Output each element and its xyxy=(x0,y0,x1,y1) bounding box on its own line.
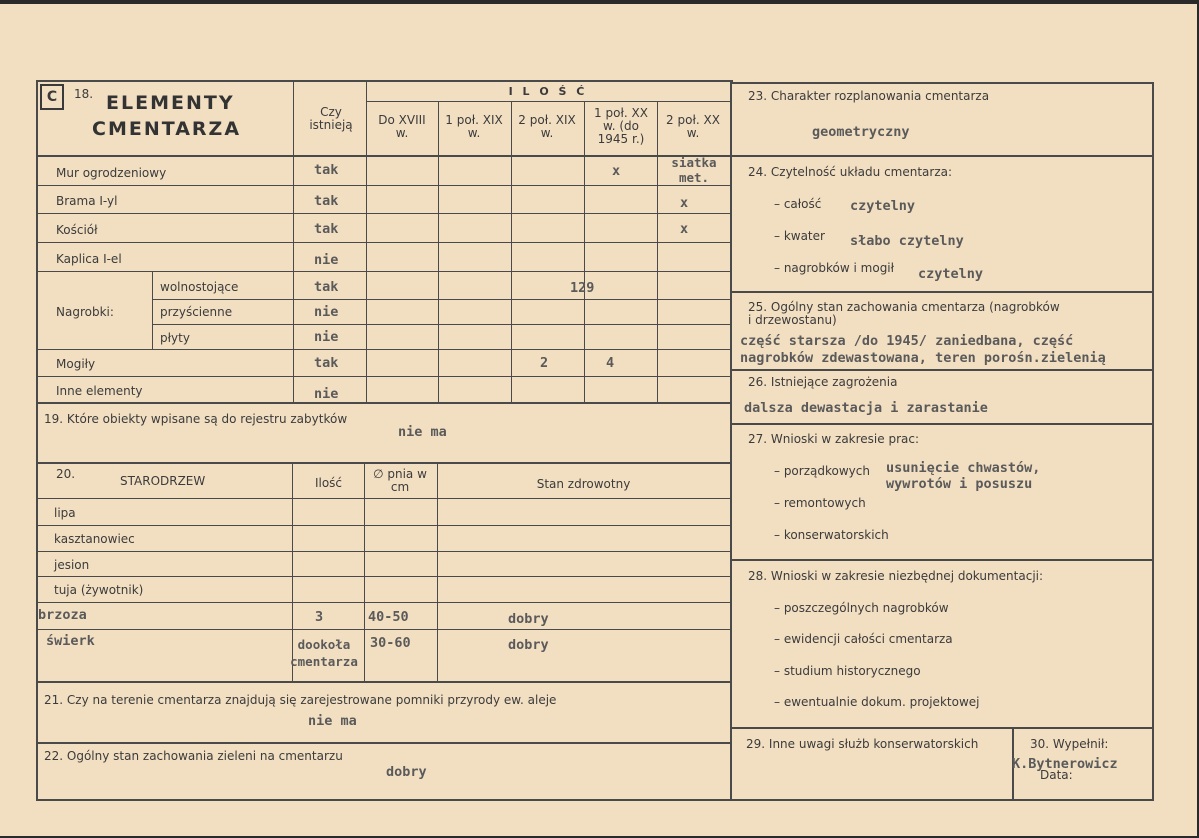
tree-kasztanowiec: kasztanowiec xyxy=(54,532,135,546)
row-exists-brama: tak xyxy=(314,193,339,209)
col-header-2: 1 poł. XIX w. xyxy=(445,113,503,140)
s24-value-kwater: słabo czytelny xyxy=(850,233,964,249)
row-label-mogily: Mogiły xyxy=(56,357,96,371)
s22-label: 22. Ogólny stan zachowania zieleni na cmentarzu xyxy=(44,749,343,763)
row-label-plyty: płyty xyxy=(160,331,190,345)
s20-col-ilosc: Ilość xyxy=(314,476,343,490)
row-label-mur: Mur ogrodzeniowy xyxy=(56,166,167,180)
nagrobki-label: Nagrobki: xyxy=(56,305,114,319)
col-exists-header: Czy istnieją xyxy=(309,105,353,132)
s24-item-kwater: – kwater xyxy=(774,229,825,243)
row-mogily-c3: 2 xyxy=(540,355,549,371)
row-mur-c5: siatka met. xyxy=(671,155,717,185)
tree-jesion: jesion xyxy=(54,558,90,572)
s27-label: 27. Wnioski w zakresie prac: xyxy=(748,432,920,446)
s19-value: nie ma xyxy=(398,424,447,440)
section-letter-box: C xyxy=(40,84,64,110)
row-exists-plyty: nie xyxy=(314,329,339,345)
record-card xyxy=(0,4,1197,836)
s18-title-line1: ELEMENTY xyxy=(106,92,235,114)
row-wolnostojace-count: 129 xyxy=(570,280,595,296)
tree-swierk: świerk xyxy=(46,633,95,649)
row-label-kaplica: Kaplica I-el xyxy=(56,252,122,266)
s22-value: dobry xyxy=(386,764,427,780)
s25-value-1: część starsza /do 1945/ zaniedbana, część xyxy=(740,333,1074,349)
s25-label-2: i drzewostanu) xyxy=(748,313,837,327)
row-exists-kaplica: nie xyxy=(314,252,339,268)
s19-label: 19. Które obiekty wpisane są do rejestru zabytków xyxy=(44,412,348,426)
s23-value: geometryczny xyxy=(812,124,910,140)
frame-middle xyxy=(730,80,732,801)
row-label-wolnostojace: wolnostojące xyxy=(160,280,239,294)
row-mur-c4: x xyxy=(612,163,621,179)
s18-number: 18. xyxy=(74,87,94,101)
s28-item-2: – ewidencji całości cmentarza xyxy=(774,632,953,646)
row-label-przyscienne: przyścienne xyxy=(160,305,233,319)
s28-label: 28. Wnioski w zakresie niezbędnej dokumentacji: xyxy=(748,569,1044,583)
tree-brzoza-pnia: 40-50 xyxy=(368,609,409,625)
s28-item-3: – studium historycznego xyxy=(774,664,921,678)
s28-item-1: – poszczególnych nagrobków xyxy=(774,601,949,615)
s27-item-remontowych: – remontowych xyxy=(774,496,866,510)
s24-value-calosc: czytelny xyxy=(850,198,916,214)
row-exists-mur: tak xyxy=(314,162,339,178)
s24-item-calosc: – całość xyxy=(774,197,822,211)
row-exists-przyscienne: nie xyxy=(314,304,339,320)
col-header-1: Do XVIII w. xyxy=(378,113,426,140)
s26-label: 26. Istniejące zagrożenia xyxy=(748,375,898,389)
s21-value: nie ma xyxy=(308,713,357,729)
row-mogily-c4: 4 xyxy=(606,355,615,371)
s29-label: 29. Inne uwagi służb konserwatorskich xyxy=(746,737,979,751)
tree-swierk-stan: dobry xyxy=(508,637,549,653)
s27-item-konserwatorskich: – konserwatorskich xyxy=(774,528,889,542)
tree-swierk-ilosc: dookoła cmentarza xyxy=(290,637,358,669)
s23-label: 23. Charakter rozplanowania cmentarza xyxy=(748,89,990,103)
row-exists-wolnostojace: tak xyxy=(314,279,339,295)
row-brama-c5: x xyxy=(680,195,689,211)
row-exists-mogily: tak xyxy=(314,355,339,371)
s24-value-nagrobkow: czytelny xyxy=(918,266,984,282)
s30-date-label: Data: xyxy=(1040,768,1073,782)
s30-label: 30. Wypełnił: xyxy=(1030,737,1109,751)
col-header-4: 1 poł. XX w. (do 1945 r.) xyxy=(594,106,648,146)
s27-item-porzadkowych: – porządkowych xyxy=(774,464,870,478)
s20-col-pnia: ∅ pnia w cm xyxy=(373,467,427,494)
frame-bottom-left xyxy=(36,799,733,801)
tree-brzoza-stan: dobry xyxy=(508,611,549,627)
s20-title: STARODRZEW xyxy=(120,474,206,488)
tree-tuja: tuja (żywotnik) xyxy=(54,583,144,597)
row-kosciol-c5: x xyxy=(680,221,689,237)
s30-name: K.Bytnerowicz xyxy=(1012,756,1118,772)
s20-number: 20. xyxy=(56,467,76,481)
tree-swierk-pnia: 30-60 xyxy=(370,635,411,651)
s18-title-line2: CMENTARZA xyxy=(92,118,242,140)
frame-left xyxy=(36,80,38,801)
frame-top-left xyxy=(36,80,733,82)
s27-value-1: usunięcie chwastów, xyxy=(886,460,1041,476)
row-label-brama: Brama I-yl xyxy=(56,194,118,208)
ilosc-header: I L O Ś Ć xyxy=(508,85,588,98)
s28-item-4: – ewentualnie dokum. projektowej xyxy=(774,695,980,709)
s25-label-1: 25. Ogólny stan zachowania cmentarza (nagrobków xyxy=(748,300,1060,314)
row-exists-inne: nie xyxy=(314,386,339,402)
s24-label: 24. Czytelność układu cmentarza: xyxy=(748,165,953,179)
tree-brzoza: brzoza xyxy=(38,607,87,623)
s21-label: 21. Czy na terenie cmentarza znajdują się zarejestrowane pomniki przyrody ew. aleje xyxy=(44,693,557,707)
row-label-kosciol: Kościół xyxy=(56,223,98,237)
tree-brzoza-ilosc: 3 xyxy=(315,609,324,625)
s24-item-nagrobkow: – nagrobków i mogił xyxy=(774,261,895,275)
col-header-3: 2 poł. XIX w. xyxy=(518,113,576,140)
col-header-5: 2 poł. XX w. xyxy=(666,113,720,140)
row-label-inne: Inne elementy xyxy=(56,384,143,398)
s20-col-stan: Stan zdrowotny xyxy=(536,477,631,491)
row-exists-kosciol: tak xyxy=(314,221,339,237)
s25-value-2: nagrobków zdewastowana, teren porośn.zielenią xyxy=(740,350,1106,366)
s27-value-2: wywrotów i posuszu xyxy=(886,476,1033,492)
tree-lipa: lipa xyxy=(54,506,76,520)
s26-value: dalsza dewastacja i zarastanie xyxy=(744,400,988,416)
